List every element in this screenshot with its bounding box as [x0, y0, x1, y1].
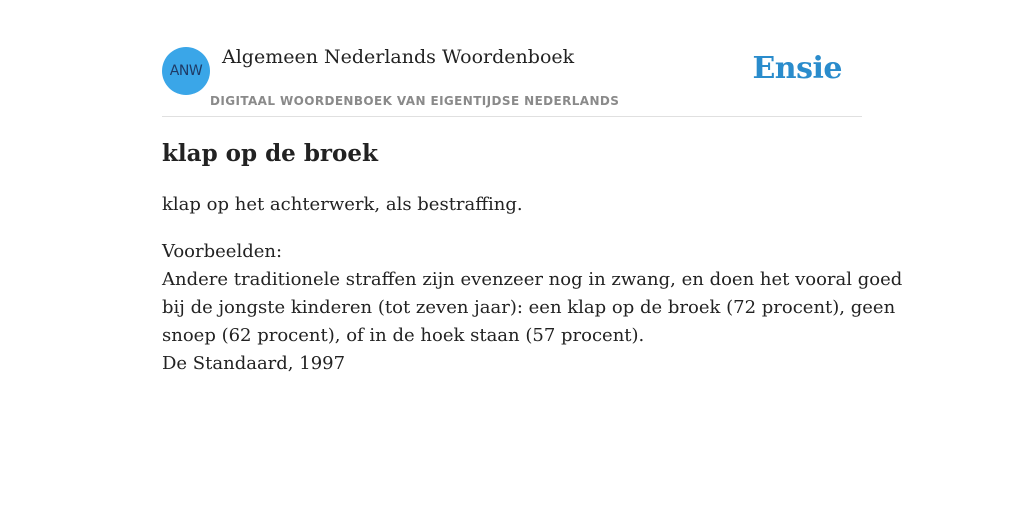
entry-headword: klap op de broek — [162, 140, 378, 167]
entry-definition: klap op het achterwerk, als bestraffing. — [162, 194, 523, 215]
examples-label: Voorbeelden: — [162, 241, 283, 262]
dictionary-title[interactable]: Algemeen Nederlands Woordenboek — [222, 46, 575, 68]
example-line: Andere traditionele straffen zijn evenzeer nog in zwang, en doen het vooral goed — [162, 269, 903, 290]
anw-logo[interactable]: ANW — [162, 47, 210, 95]
ensie-brand-logo[interactable]: Ensie — [752, 51, 842, 86]
dictionary-subtitle: DIGITAAL WOORDENBOEK VAN EIGENTIJDSE NEDERLANDS — [210, 94, 620, 108]
site-header — [162, 40, 862, 117]
examples-section — [162, 238, 903, 378]
dictionary-entry — [162, 138, 903, 378]
example-line: bij de jongste kinderen (tot zeven jaar): een klap op de broek (72 procent), geen — [162, 297, 896, 318]
example-source: De Standaard, 1997 — [162, 353, 346, 374]
example-line: snoep (62 procent), of in de hoek staan (57 procent). — [162, 325, 645, 346]
